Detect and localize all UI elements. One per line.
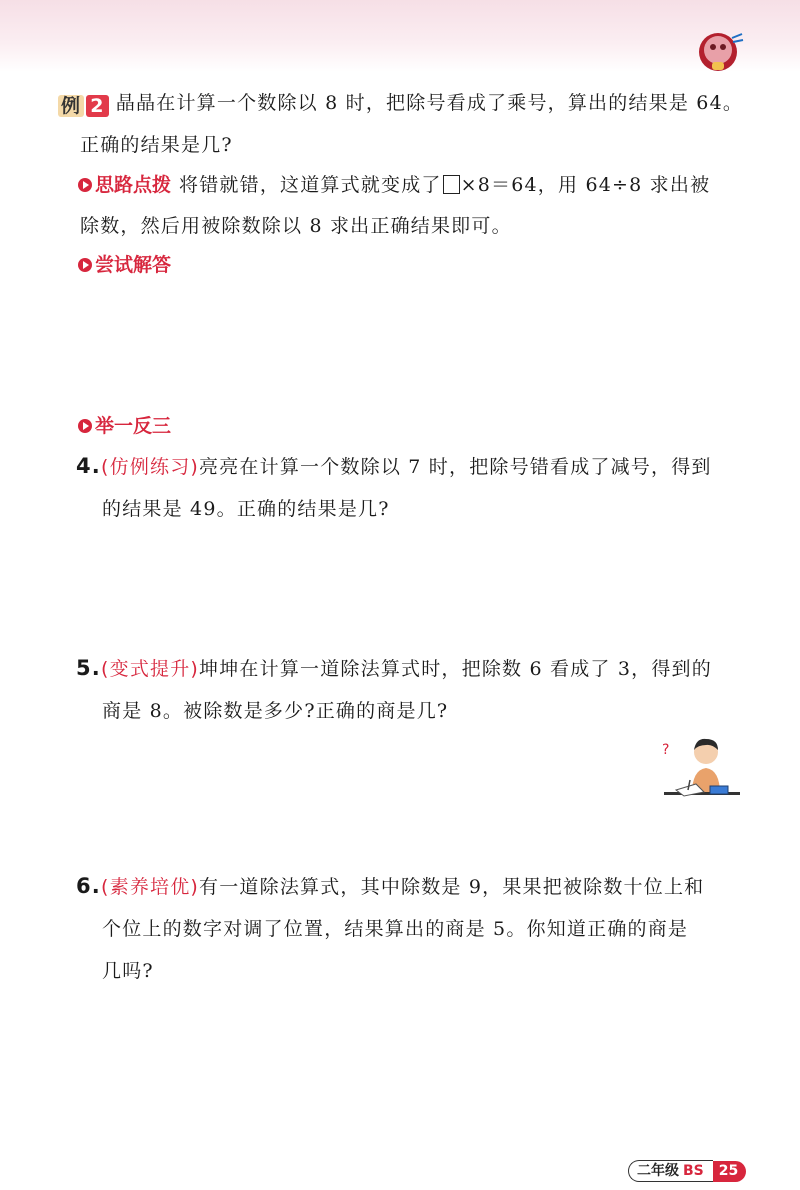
example-badge bbox=[58, 91, 109, 118]
question-4-line-1 bbox=[76, 452, 712, 479]
try-answer-label: 尝试解答 bbox=[95, 254, 172, 276]
page-footer bbox=[628, 1160, 746, 1182]
question-4-line-2: 的结果是 49。正确的结果是几? bbox=[102, 498, 390, 520]
question-text: 亮亮在计算一个数除以 7 时，把除号错看成了减号，得到 bbox=[199, 456, 712, 478]
example-text-2: 正确的结果是几? bbox=[80, 134, 233, 156]
example-char: 例 bbox=[58, 95, 84, 117]
hint-line-1 bbox=[78, 170, 710, 197]
question-tag: (素养培优) bbox=[101, 876, 200, 898]
try-answer-header bbox=[78, 250, 171, 277]
mascot-icon bbox=[696, 26, 744, 74]
question-tag: (变式提升) bbox=[101, 658, 200, 680]
hint-text-1b: ×8＝64，用 64÷8 求出被 bbox=[460, 174, 711, 196]
question-number: 5. bbox=[76, 656, 101, 680]
play-icon bbox=[78, 258, 92, 272]
example-number: 2 bbox=[86, 95, 108, 117]
play-icon bbox=[78, 419, 92, 433]
header-band bbox=[0, 0, 800, 72]
hint-label: 思路点拨 bbox=[95, 174, 172, 196]
question-tag: (仿例练习) bbox=[101, 456, 200, 478]
grade-text: 二年级 bbox=[637, 1163, 679, 1179]
example-line-1 bbox=[58, 88, 743, 118]
grade-label bbox=[628, 1160, 713, 1182]
question-text: 坤坤在计算一道除法算式时，把除数 6 看成了 3，得到的 bbox=[199, 658, 712, 680]
question-5-line-2: 商是 8。被除数是多少?正确的商是几? bbox=[102, 700, 449, 722]
hint-text-1a: 将错就错，这道算式就变成了 bbox=[179, 174, 442, 196]
practice-label: 举一反三 bbox=[95, 415, 172, 437]
blank-box-icon bbox=[443, 175, 460, 194]
practice-header bbox=[78, 411, 171, 438]
question-text: 有一道除法算式，其中除数是 9，果果把被除数十位上和 bbox=[199, 876, 705, 898]
example-text-1: 晶晶在计算一个数除以 8 时，把除号看成了乘号，算出的结果是 64。 bbox=[115, 92, 744, 114]
edition-text: BS bbox=[683, 1163, 704, 1179]
question-6-line-2: 个位上的数字对调了位置，结果算出的商是 5。你知道正确的商是 bbox=[102, 918, 689, 940]
question-5-line-1 bbox=[76, 654, 712, 681]
question-number: 4. bbox=[76, 454, 101, 478]
student-illustration bbox=[660, 736, 744, 812]
question-number: 6. bbox=[76, 874, 101, 898]
question-6-line-1 bbox=[76, 872, 704, 899]
play-icon bbox=[78, 178, 92, 192]
hint-text-2: 除数，然后用被除数除以 8 求出正确结果即可。 bbox=[80, 215, 512, 237]
question-6-line-3: 几吗? bbox=[102, 960, 154, 982]
page-number: 25 bbox=[713, 1161, 746, 1182]
question-mark: ? bbox=[662, 742, 670, 758]
